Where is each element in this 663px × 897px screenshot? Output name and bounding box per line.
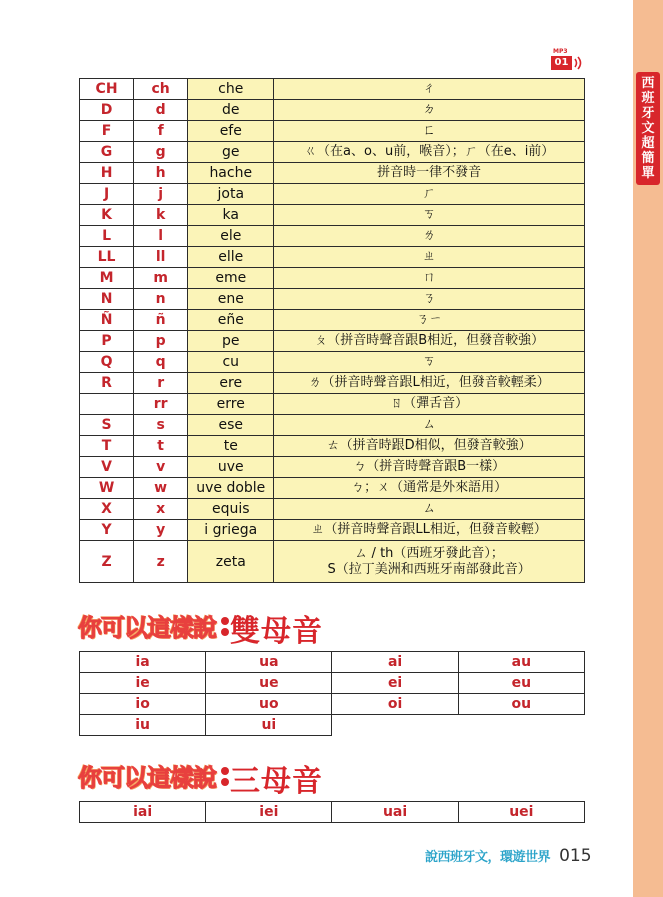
uppercase-letter: W — [80, 478, 134, 499]
uppercase-letter: Y — [80, 520, 134, 541]
chapter-tab-char: 班 — [641, 91, 655, 106]
pronunciation-note: ㄓ（拼音時聲音跟LL相近，但發音較輕） — [274, 520, 585, 541]
page-number: 015 — [559, 846, 592, 866]
vowel-combination: ui — [206, 715, 332, 736]
lowercase-letter: y — [134, 520, 188, 541]
pronunciation-note: ㄍ（在a、o、u前，喉音）；ㄏ（在e、i前） — [274, 142, 585, 163]
pronunciation-note: ㄌ — [274, 226, 585, 247]
chapter-tab — [636, 72, 660, 185]
uppercase-letter: X — [80, 499, 134, 520]
vowel-combination: iei — [206, 802, 332, 823]
table-row — [80, 373, 585, 394]
lowercase-letter: rr — [134, 394, 188, 415]
pronunciation-note-line: ㄙ / th（西班牙發此音）； — [354, 545, 504, 561]
lowercase-letter: m — [134, 268, 188, 289]
table-row — [80, 331, 585, 352]
pronunciation-note: ㄇ — [274, 268, 585, 289]
table-row — [80, 394, 585, 415]
vowel-combination: ou — [458, 694, 584, 715]
letter-name: ese — [188, 415, 274, 436]
lowercase-letter: t — [134, 436, 188, 457]
pronunciation-note: ㄌ（拼音時聲音跟L相近，但發音較輕柔） — [274, 373, 585, 394]
vowel-combination: ia — [80, 652, 206, 673]
pronunciation-note: ㄉ — [274, 100, 585, 121]
table-row — [80, 226, 585, 247]
chapter-tab-char: 文 — [641, 121, 655, 136]
lowercase-letter: k — [134, 205, 188, 226]
table-row — [80, 652, 585, 673]
letter-name: efe — [188, 121, 274, 142]
pronunciation-note: ㄎ — [274, 352, 585, 373]
uppercase-letter: M — [80, 268, 134, 289]
table-row — [80, 352, 585, 373]
diphthong-table — [79, 651, 585, 736]
mp3-format: MP3 — [553, 48, 568, 55]
uppercase-letter — [80, 394, 134, 415]
table-row — [80, 541, 585, 583]
uppercase-letter: Z — [80, 541, 134, 583]
lowercase-letter: n — [134, 289, 188, 310]
pronunciation-note: ㄆ（拼音時聲音跟B相近，但發音較強） — [274, 331, 585, 352]
table-row — [80, 100, 585, 121]
letter-name: che — [188, 79, 274, 100]
vowel-combination: ue — [206, 673, 332, 694]
lowercase-letter: s — [134, 415, 188, 436]
pronunciation-note: ㄙ — [274, 415, 585, 436]
vowel-combination: io — [80, 694, 206, 715]
vowel-combination: iai — [80, 802, 206, 823]
table-row — [80, 79, 585, 100]
triphthong-table — [79, 801, 585, 823]
pronunciation-note: ㄔ — [274, 79, 585, 100]
sound-wave-icon — [573, 55, 585, 71]
table-row — [80, 310, 585, 331]
lowercase-letter: p — [134, 331, 188, 352]
uppercase-letter: N — [80, 289, 134, 310]
letter-name: erre — [188, 394, 274, 415]
letter-name: zeta — [188, 541, 274, 583]
chapter-tab-char: 牙 — [641, 106, 655, 121]
table-row — [80, 247, 585, 268]
vowel-combination: uai — [332, 802, 458, 823]
table-row — [80, 673, 585, 694]
uppercase-letter: G — [80, 142, 134, 163]
uppercase-letter: H — [80, 163, 134, 184]
uppercase-letter: T — [80, 436, 134, 457]
pronunciation-note: ㄖ（彈舌音） — [274, 394, 585, 415]
letter-name: ge — [188, 142, 274, 163]
table-row — [80, 184, 585, 205]
uppercase-letter: D — [80, 100, 134, 121]
vowel-combination: au — [458, 652, 584, 673]
pronunciation-note: ㄅ（拼音時聲音跟B一樣） — [274, 457, 585, 478]
uppercase-letter: V — [80, 457, 134, 478]
vowel-combination: ua — [206, 652, 332, 673]
pronunciation-note: ㄅ；ㄨ（通常是外來語用） — [274, 478, 585, 499]
letter-name: ene — [188, 289, 274, 310]
pronunciation-note: ㄋㄧ — [274, 310, 585, 331]
table-row — [80, 142, 585, 163]
table-row — [80, 694, 585, 715]
table-row — [80, 499, 585, 520]
heading-title: 雙母音 — [230, 614, 323, 649]
heading-prefix: 你可以這樣說 — [78, 764, 216, 792]
pronunciation-note: ㄓ — [274, 247, 585, 268]
page-footer — [425, 846, 592, 870]
lowercase-letter: d — [134, 100, 188, 121]
letter-name: hache — [188, 163, 274, 184]
pronunciation-note-line: S（拉丁美洲和西班牙南部發此音） — [327, 561, 531, 577]
table-row — [80, 415, 585, 436]
uppercase-letter: Ñ — [80, 310, 134, 331]
vowel-combination: ie — [80, 673, 206, 694]
letter-name: equis — [188, 499, 274, 520]
letter-name: uve doble — [188, 478, 274, 499]
vowel-combination: ai — [332, 652, 458, 673]
table-row — [80, 478, 585, 499]
lowercase-letter: r — [134, 373, 188, 394]
uppercase-letter: L — [80, 226, 134, 247]
letter-name: ere — [188, 373, 274, 394]
letter-name: cu — [188, 352, 274, 373]
lowercase-letter: q — [134, 352, 188, 373]
lowercase-letter: l — [134, 226, 188, 247]
empty-cell — [332, 715, 458, 736]
pronunciation-note: ㄋ — [274, 289, 585, 310]
vowel-combination: oi — [332, 694, 458, 715]
letter-name: ele — [188, 226, 274, 247]
lowercase-letter: j — [134, 184, 188, 205]
table-row — [80, 715, 585, 736]
letter-name: jota — [188, 184, 274, 205]
pronunciation-note: ㄏ — [274, 184, 585, 205]
lowercase-letter: ll — [134, 247, 188, 268]
letter-name: i griega — [188, 520, 274, 541]
uppercase-letter: J — [80, 184, 134, 205]
lowercase-letter: v — [134, 457, 188, 478]
pronunciation-note — [274, 541, 585, 583]
uppercase-letter: LL — [80, 247, 134, 268]
pronunciation-note: ㄙ — [274, 499, 585, 520]
table-row — [80, 268, 585, 289]
uppercase-letter: K — [80, 205, 134, 226]
lowercase-letter: g — [134, 142, 188, 163]
consonant-table — [79, 78, 585, 583]
table-row — [80, 205, 585, 226]
uppercase-letter: R — [80, 373, 134, 394]
letter-name: eme — [188, 268, 274, 289]
pronunciation-note: ㄈ — [274, 121, 585, 142]
vowel-combination: eu — [458, 673, 584, 694]
pronunciation-note: ㄎ — [274, 205, 585, 226]
lowercase-letter: f — [134, 121, 188, 142]
mp3-track-number: 01 — [551, 56, 572, 70]
pronunciation-note: ㄊ（拼音時跟D相似，但發音較強） — [274, 436, 585, 457]
letter-name: elle — [188, 247, 274, 268]
letter-name: te — [188, 436, 274, 457]
footer-caption: 說西班牙文，環遊世界 — [425, 850, 551, 865]
pronunciation-note: 拼音時一律不發音 — [274, 163, 585, 184]
vowel-combination: uo — [206, 694, 332, 715]
table-row — [80, 121, 585, 142]
chapter-tab-char: 簡 — [641, 151, 655, 166]
table-row — [80, 457, 585, 478]
letter-name: uve — [188, 457, 274, 478]
uppercase-letter: Q — [80, 352, 134, 373]
table-row — [80, 163, 585, 184]
uppercase-letter: CH — [80, 79, 134, 100]
table-row — [80, 289, 585, 310]
heading-prefix: 你可以這樣說 — [78, 614, 216, 642]
chapter-tab-char: 單 — [641, 166, 655, 181]
lowercase-letter: h — [134, 163, 188, 184]
empty-cell — [458, 715, 584, 736]
table-row — [80, 520, 585, 541]
uppercase-letter: P — [80, 331, 134, 352]
letter-name: pe — [188, 331, 274, 352]
heading-title: 三母音 — [230, 764, 323, 799]
letter-name: ka — [188, 205, 274, 226]
vowel-combination: ei — [332, 673, 458, 694]
lowercase-letter: ch — [134, 79, 188, 100]
lowercase-letter: w — [134, 478, 188, 499]
chapter-tab-char: 超 — [641, 136, 655, 151]
letter-name: de — [188, 100, 274, 121]
mp3-badge[interactable] — [551, 48, 585, 72]
lowercase-letter: ñ — [134, 310, 188, 331]
uppercase-letter: S — [80, 415, 134, 436]
chapter-tab-char: 西 — [641, 76, 655, 91]
table-row — [80, 802, 585, 823]
table-row — [80, 436, 585, 457]
lowercase-letter: z — [134, 541, 188, 583]
lowercase-letter: x — [134, 499, 188, 520]
letter-name: eñe — [188, 310, 274, 331]
uppercase-letter: F — [80, 121, 134, 142]
vowel-combination: uei — [458, 802, 584, 823]
vowel-combination: iu — [80, 715, 206, 736]
